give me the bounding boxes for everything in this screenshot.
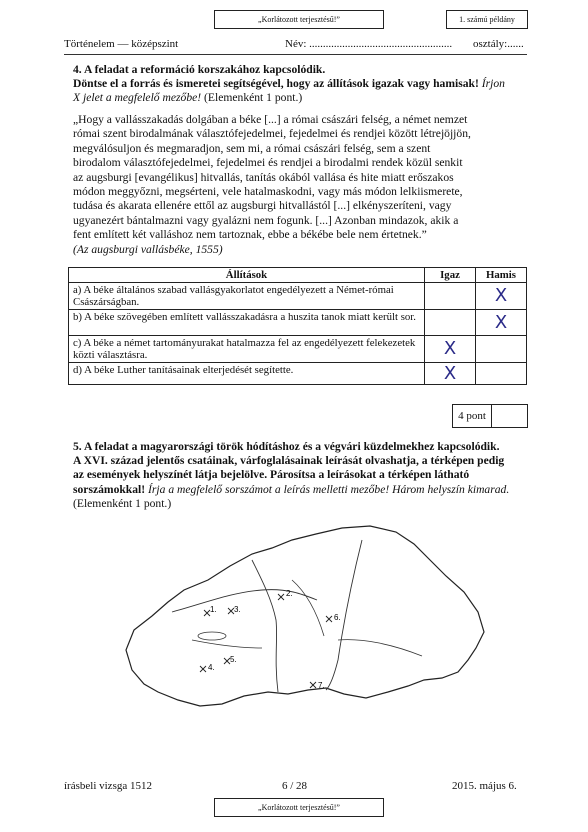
- map-label-1: 1.: [210, 605, 217, 614]
- copy-number-label: 1. számú példány: [446, 10, 528, 29]
- map-label-3: 3.: [234, 605, 241, 614]
- source-line: tudása és akarata ellenére ettől az augsburgi hitvallástól [...] elkényszeríteni, vagy: [73, 199, 452, 213]
- header-statements: Állítások: [69, 268, 425, 283]
- table-header-row: [69, 268, 527, 283]
- name-field: Név: ....................................................: [285, 38, 453, 50]
- source-line: „Hogy a vallásszakadás dolgában a béke [...] a római császári felség, a német nemzet: [73, 113, 468, 126]
- task4-title: 4. A feladat a reformáció korszakához kapcsolódik.: [73, 63, 326, 76]
- task5-instruction-line: A XVI. század jelentős csatáinak, várfoglalásainak leírását olvashatja, a térképen pedig: [73, 454, 505, 467]
- source-line: megválósuljon és megmaradjon, sem mi, a római császári felség, sem a szent: [73, 141, 431, 155]
- source-line: az augsburgi [evangélikus] hitvallás, tanítás okából vallása és hite miatt erőszakos: [73, 170, 454, 184]
- header-false: Hamis: [476, 268, 527, 283]
- score-label: 4 pont: [453, 405, 492, 427]
- header-true: Igaz: [425, 268, 476, 283]
- header-divider: [64, 54, 527, 55]
- task5-instruction-line3: [73, 483, 543, 497]
- task4-instruction: [73, 77, 533, 106]
- class-field: osztály:......: [473, 38, 524, 50]
- true-cell-c[interactable]: X: [425, 336, 476, 363]
- source-line: római szent birodalmának választófejedelmei, fejedelmei és rendjei között létrejöjjön,: [73, 127, 471, 141]
- table-row: [69, 283, 527, 310]
- table-row: [69, 310, 527, 336]
- restricted-label-bottom: „Korlátozott terjesztésű!”: [214, 798, 384, 817]
- exam-date: 2015. május 6.: [452, 780, 517, 792]
- source-citation: (Az augsburgi vallásbéke, 1555): [73, 242, 223, 256]
- false-cell-b[interactable]: X: [476, 310, 527, 336]
- task4-instruction-bold: Döntse el a forrás és ismeretei segítségével, hogy az állítások igazak vagy hamisak!: [73, 77, 479, 90]
- restricted-label-top: „Korlátozott terjesztésű!”: [214, 10, 384, 29]
- map-label-4: 4.: [208, 663, 215, 672]
- false-cell-a[interactable]: X: [476, 283, 527, 310]
- source-line: birodalom választófejedelmei, fejedelmei és rendjei a birodalmi rendek közül senkit: [73, 156, 463, 170]
- map-label-5: 5.: [230, 655, 237, 664]
- map-river: [338, 640, 422, 656]
- statement-a: a) A béke általános szabad vallásgyakorlatot engedélyezett a Német-római Császárságban.: [69, 283, 425, 310]
- battle-marker-icon: [200, 594, 332, 688]
- map-label-6: 6.: [334, 613, 341, 622]
- table-row: [69, 336, 527, 363]
- statement-d: d) A béke Luther tanításainak elterjedését segítette.: [69, 363, 425, 385]
- task5-title: 5. A feladat a magyarországi török hódításhoz és a végvári küzdelmekhez kapcsolódik.: [73, 440, 500, 453]
- map-label-2: 2.: [286, 589, 293, 598]
- task4-instruction-italic2: X jelet a megfelelő mezőbe!: [73, 91, 202, 105]
- exam-code: írásbeli vizsga 1512: [64, 780, 152, 792]
- map-river: [252, 560, 278, 692]
- statement-c: c) A béke a német tartományurakat hatalmazza fel az engedélyezett felekezetek közti választásra.: [69, 336, 425, 363]
- true-cell-d[interactable]: X: [425, 363, 476, 385]
- map-river: [292, 580, 324, 636]
- hungary-map: [112, 520, 492, 720]
- task5-instruction-italic: Írja a megfelelő sorszámot a leírás melletti mezőbe! Három helyszín kimarad.: [148, 482, 510, 496]
- task5-points-note: (Elemenként 1 pont.): [73, 497, 172, 511]
- false-cell-c[interactable]: [476, 336, 527, 363]
- false-cell-d[interactable]: [476, 363, 527, 385]
- table-row: [69, 363, 527, 385]
- page-number: 6 / 28: [282, 780, 308, 792]
- task5-instruction: [73, 454, 543, 512]
- source-line: módon meggyőzni, megsérteni, vele hatalmaskodni, vagy más módon lelkiismerete,: [73, 185, 463, 199]
- map-river: [172, 590, 317, 612]
- task5-instruction-line: az események helyszínét látja bejelölve. Párosítsa a leírásokat a térképen látható: [73, 468, 470, 482]
- statements-table: [68, 267, 527, 385]
- task4-points-note: (Elemenként 1 pont.): [204, 91, 303, 105]
- map-label-7: 7.: [318, 681, 325, 690]
- source-text: [73, 113, 533, 257]
- task4-instruction-italic1: Írjon: [481, 77, 505, 90]
- subject-label: Történelem — középszint: [64, 38, 179, 50]
- true-cell-a[interactable]: [425, 283, 476, 310]
- map-border: [126, 526, 484, 706]
- source-line: fent említett két valláshoz nem tartoznak, ebbe a békébe bele nem értetnek.”: [73, 228, 427, 242]
- true-cell-b[interactable]: [425, 310, 476, 336]
- score-box: [452, 404, 528, 428]
- map-river: [326, 540, 362, 690]
- statement-b: b) A béke szövegében említett vallásszakadásra a huszita tanok miatt került sor.: [69, 310, 425, 336]
- source-line: ugyanezért bántalmazni vagy gyalázni nem fogunk. [...] Azonban mindazok, akik a: [73, 213, 459, 227]
- task5-instruction-bold: sorszámokkal!: [73, 482, 146, 496]
- map-river: [192, 640, 262, 648]
- map-lake: [198, 632, 226, 640]
